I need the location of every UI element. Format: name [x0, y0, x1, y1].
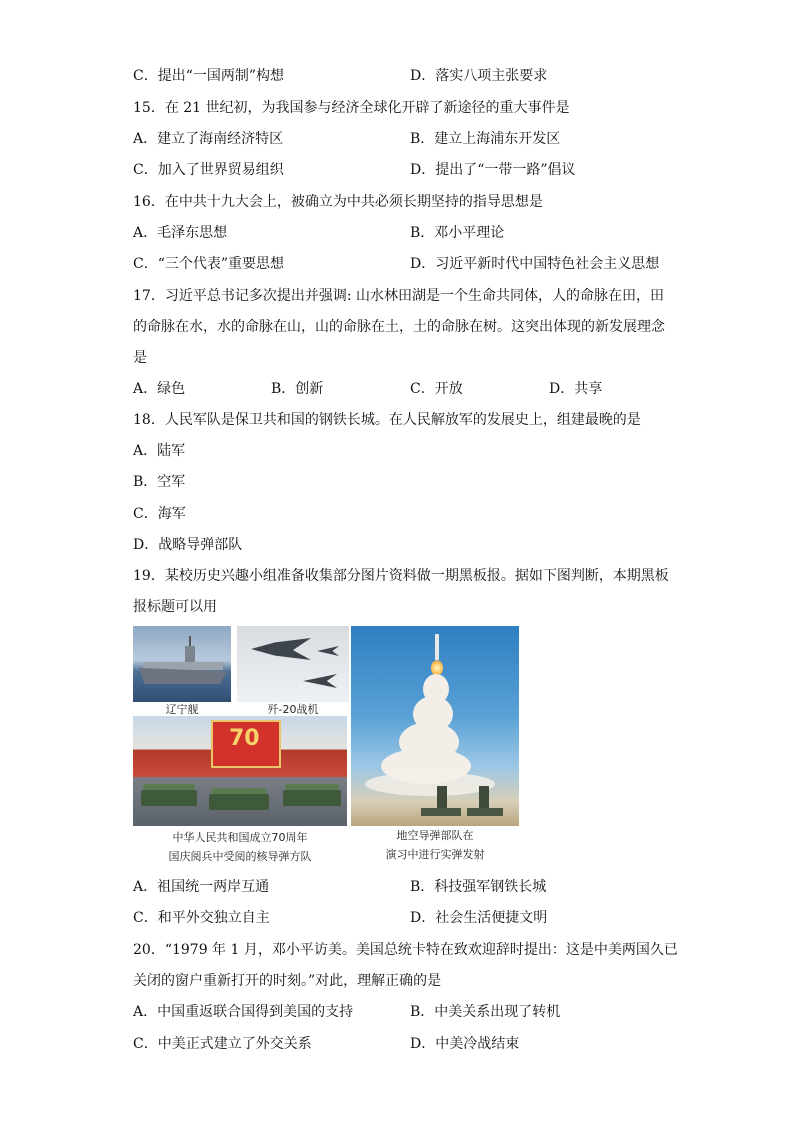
q17-stem-line-1: 17．习近平总书记多次提出并强调: 山水林田湖是一个生命共同体，人的命脉在田，田 [133, 288, 664, 304]
q18-option-c: C．海军 [133, 506, 186, 522]
q18-option-b: B．空军 [133, 474, 186, 490]
q15-option-d: D．提出了“一带一路”倡议 [410, 162, 576, 178]
q15-option-c: C．加入了世界贸易组织 [133, 162, 284, 178]
q18-stem: 18．人民军队是保卫共和国的钢铁长城。在人民解放军的发展史上，组建最晚的是 [133, 412, 641, 428]
jet-caption: 歼-20战机 [267, 703, 319, 716]
q19-stem-line-1: 19．某校历史兴趣小组准备收集部分图片资料做一期黑板报。据如下图判断，本期黑板 [133, 568, 669, 584]
q19-option-b: B．科技强军钢铁长城 [410, 879, 547, 895]
q20-option-c: C．中美正式建立了外交关系 [133, 1036, 312, 1052]
parade-banner-number: 70 [229, 726, 260, 751]
q20-stem-line-1: 20．“1979 年 1 月，邓小平访美。美国总统卡特在致欢迎辞时提出：这是中美两国久已 [133, 942, 678, 958]
q14-option-d: D．落实八项主张要求 [410, 68, 548, 84]
parade-caption-line-1: 中华人民共和国成立70周年 [172, 831, 308, 844]
q20-option-a: A．中国重返联合国得到美国的支持 [133, 1004, 354, 1020]
q15-option-b: B．建立上海浦东开发区 [410, 131, 561, 147]
q18-option-d: D．战略导弹部队 [133, 537, 243, 553]
q15-option-a: A．建立了海南经济特区 [133, 131, 284, 147]
q17-option-c: C．开放 [410, 381, 463, 397]
carrier-caption: 辽宁舰 [165, 703, 199, 716]
q19-option-d: D．社会生活便捷文明 [410, 910, 548, 926]
q16-option-b: B．邓小平理论 [410, 225, 505, 241]
q18-option-a: A．陆军 [133, 443, 186, 459]
q20-stem-line-2: 关闭的窗户重新打开的时刻。”对此，理解正确的是 [133, 973, 442, 989]
parade-photo [133, 716, 347, 826]
missile-launch-photo [351, 626, 519, 826]
q17-option-d: D．共享 [549, 381, 603, 397]
q16-option-c: C．“三个代表”重要思想 [133, 256, 285, 272]
q16-option-d: D．习近平新时代中国特色社会主义思想 [410, 256, 660, 272]
q20-option-d: D．中美冷战结束 [410, 1036, 520, 1052]
q17-stem-line-2: 的命脉在水，水的命脉在山，山的命脉在土，土的命脉在树。这突出体现的新发展理念 [133, 319, 665, 335]
q17-stem-line-3: 是 [133, 350, 147, 366]
jet-photo [237, 626, 349, 702]
q19-stem-line-2: 报标题可以用 [133, 599, 217, 615]
q19-option-a: A．祖国统一两岸互通 [133, 879, 270, 895]
carrier-photo [133, 626, 231, 702]
q20-option-b: B．中美关系出现了转机 [410, 1004, 561, 1020]
q17-option-a: A．绿色 [133, 381, 186, 397]
launch-caption-line-1: 地空导弹部队在 [396, 829, 474, 842]
parade-caption-line-2: 国庆阅兵中受阅的核导弹方队 [168, 850, 312, 863]
q19-option-c: C．和平外交独立自主 [133, 910, 270, 926]
q16-stem: 16．在中共十九大会上，被确立为中共必须长期坚持的指导思想是 [133, 194, 543, 210]
q19-figure [133, 626, 519, 866]
q16-option-a: A．毛泽东思想 [133, 225, 228, 241]
q15-stem: 15．在 21 世纪初，为我国参与经济全球化开辟了新途径的重大事件是 [133, 100, 570, 116]
launch-caption-line-2: 演习中进行实弹发射 [385, 848, 485, 861]
q14-option-c: C．提出“一国两制”构想 [133, 68, 285, 84]
q17-option-b: B．创新 [271, 381, 324, 397]
